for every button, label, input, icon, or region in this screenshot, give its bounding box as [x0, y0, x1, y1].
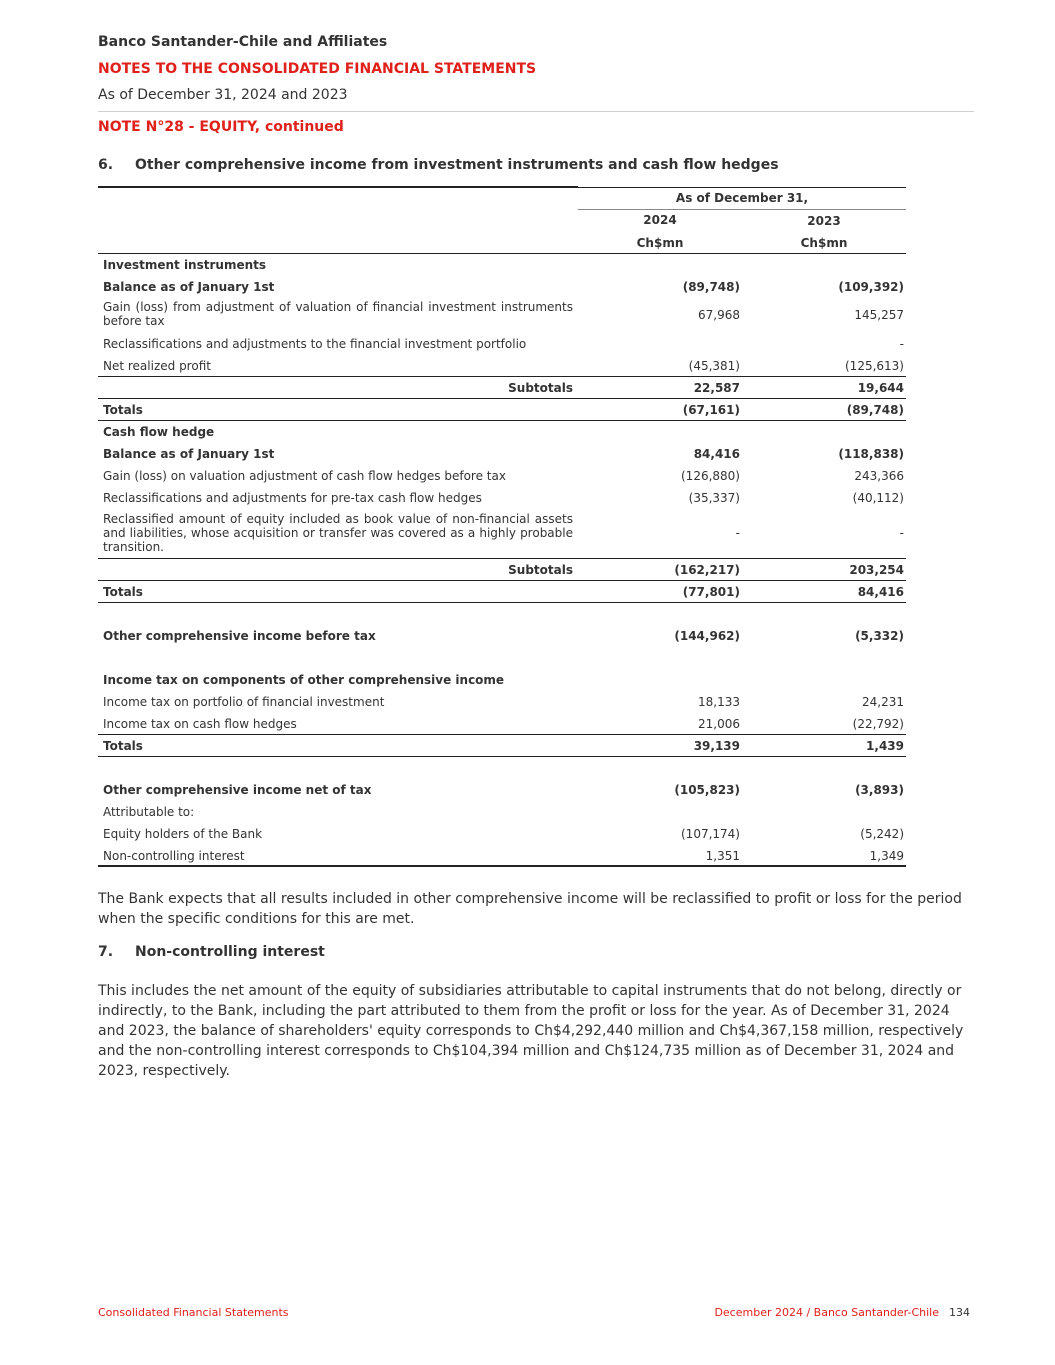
value-2023: (109,392) — [838, 280, 904, 294]
table-row — [98, 559, 906, 581]
row-label: Attributable to: — [103, 805, 195, 819]
table-row — [98, 399, 906, 421]
table-row — [98, 823, 906, 845]
notes-title: NOTES TO THE CONSOLIDATED FINANCIAL STATEMENTS — [98, 61, 537, 77]
company-name: Banco Santander-Chile and Affiliates — [98, 34, 388, 50]
as-of-header: As of December 31, — [675, 191, 809, 205]
value-2023: 84,416 — [857, 585, 904, 599]
report-date: As of December 31, 2024 and 2023 — [98, 87, 348, 103]
table-row — [98, 735, 906, 757]
table-top-rule-right — [578, 187, 906, 188]
table-row — [98, 487, 906, 509]
value-2024: (77,801) — [682, 585, 740, 599]
table-row — [98, 669, 906, 691]
value-2024: (107,174) — [681, 827, 740, 841]
row-label: Income tax on components of other comprehensive income — [103, 673, 505, 687]
value-2023: 19,644 — [857, 381, 904, 395]
table-row — [98, 298, 906, 333]
unit-2023-header: Ch$mn — [800, 236, 848, 250]
value-2024: (35,337) — [688, 491, 740, 505]
value-2024: (144,962) — [674, 629, 740, 643]
value-2023: (3,893) — [855, 783, 904, 797]
value-2023: 24,231 — [862, 695, 904, 709]
value-2024: (126,880) — [681, 469, 740, 483]
value-2024: 67,968 — [698, 308, 740, 322]
row-label: Income tax on portfolio of financial investment — [103, 695, 385, 709]
table-row — [98, 625, 906, 647]
row-label: Cash flow hedge — [103, 425, 215, 439]
value-2023: 1,439 — [866, 739, 904, 753]
table-row — [98, 845, 906, 867]
paragraph-oci-reclassification: The Bank expects that all results included in other comprehensive income will be reclassified to profit or loss for the period when the specific conditions for this are met. — [98, 891, 962, 927]
row-label: Totals — [103, 585, 143, 599]
table-row — [98, 510, 906, 558]
row-label: Totals — [103, 403, 143, 417]
table-top-rule — [98, 186, 578, 188]
value-2023: (22,792) — [852, 717, 904, 731]
section-number: 6. — [98, 157, 114, 173]
footer-left: Consolidated Financial Statements — [98, 1306, 289, 1319]
table-row — [98, 713, 906, 735]
row-label: Reclassifications and adjustments to the financial investment portfolio — [103, 337, 527, 351]
value-2023: (125,613) — [845, 359, 904, 373]
value-2024: 22,587 — [693, 381, 740, 395]
value-2024: (45,381) — [688, 359, 740, 373]
table-row — [98, 254, 906, 276]
section-title: Other comprehensive income from investment instruments and cash flow hedges — [135, 157, 779, 173]
value-2023: 243,366 — [854, 469, 904, 483]
table-row — [98, 801, 906, 823]
header-divider — [98, 111, 974, 112]
footer-right — [714, 1306, 970, 1319]
value-2023: (5,332) — [855, 629, 904, 643]
table-row — [98, 377, 906, 399]
table-row — [98, 355, 906, 377]
value-2024: (105,823) — [674, 783, 740, 797]
value-2024: (89,748) — [682, 280, 740, 294]
row-label: Reclassified amount of equity included as book value of non-financial assets and liabilities, whose acquisition or transfer was covered as a highly probable transition. — [103, 512, 573, 554]
section-title: Non-controlling interest — [135, 944, 325, 960]
value-2024: 39,139 — [693, 739, 740, 753]
value-2023: 1,349 — [869, 849, 904, 863]
row-label: Investment instruments — [103, 258, 267, 272]
table-row — [98, 465, 906, 487]
value-2023: 145,257 — [854, 308, 904, 322]
value-2024: - — [735, 526, 740, 540]
value-2023: (40,112) — [852, 491, 904, 505]
value-2024: 1,351 — [705, 849, 740, 863]
row-label: Reclassifications and adjustments for pre-tax cash flow hedges — [103, 491, 482, 505]
table-row — [98, 333, 906, 355]
value-2024: 84,416 — [693, 447, 740, 461]
table-row — [98, 779, 906, 801]
value-2023: - — [899, 526, 904, 540]
value-2023: 203,254 — [849, 563, 904, 577]
paragraph-non-controlling-interest: This includes the net amount of the equity of subsidiaries attributable to capital instruments that do not belong, directly or indirectly, to the Bank, including the part attributed to them from the profit or loss for the year. As of December 31, 2024 and 2023, the balance of shareholders' equity corresponds to Ch$4,292,440 million and Ch$4,367,158 million, respectively and the non-controlling interest corresponds to Ch$104,394 million and Ch$124,735 million as of December 31, 2024 and 2023, respectively. — [98, 983, 964, 1079]
value-2024: (67,161) — [682, 403, 740, 417]
section-6-heading — [98, 157, 779, 173]
value-2023: (5,242) — [860, 827, 904, 841]
row-label: Other comprehensive income net of tax — [103, 783, 372, 797]
row-label: Totals — [103, 739, 143, 753]
value-2023: (89,748) — [846, 403, 904, 417]
row-label: Gain (loss) from adjustment of valuation of financial investment instruments before tax — [103, 300, 573, 328]
year-2024-header: 2024 — [643, 213, 677, 227]
row-label: Balance as of January 1st — [103, 447, 275, 461]
section-7-heading — [98, 944, 325, 960]
value-2024: 21,006 — [698, 717, 740, 731]
row-label: Other comprehensive income before tax — [103, 629, 376, 643]
value-2023: (118,838) — [838, 447, 904, 461]
value-2023: - — [899, 337, 904, 351]
row-label: Equity holders of the Bank — [103, 827, 263, 841]
section-number: 7. — [98, 944, 114, 960]
row-label: Net realized profit — [103, 359, 211, 373]
unit-2024-header: Ch$mn — [636, 236, 684, 250]
footer-report-name: December 2024 / Banco Santander-Chile — [714, 1306, 939, 1319]
row-label: Subtotals — [508, 381, 573, 395]
row-label: Gain (loss) on valuation adjustment of cash flow hedges before tax — [103, 469, 506, 483]
row-label: Subtotals — [508, 563, 573, 577]
year-2023-header: 2023 — [807, 214, 841, 228]
table-row — [98, 691, 906, 713]
value-2024: 18,133 — [698, 695, 740, 709]
table-bottom-rule — [98, 865, 906, 867]
row-label: Non-controlling interest — [103, 849, 245, 863]
row-label: Income tax on cash flow hedges — [103, 717, 297, 731]
table-row — [98, 581, 906, 603]
row-label: Balance as of January 1st — [103, 280, 275, 294]
as-of-rule — [578, 209, 906, 210]
note-title: NOTE N°28 - EQUITY, continued — [98, 119, 344, 135]
table-row — [98, 443, 906, 465]
value-2024: (162,217) — [674, 563, 740, 577]
row-divider — [98, 756, 906, 757]
table-row — [98, 276, 906, 298]
row-divider — [98, 602, 906, 603]
page-number: 134 — [949, 1306, 970, 1319]
table-row — [98, 421, 906, 443]
